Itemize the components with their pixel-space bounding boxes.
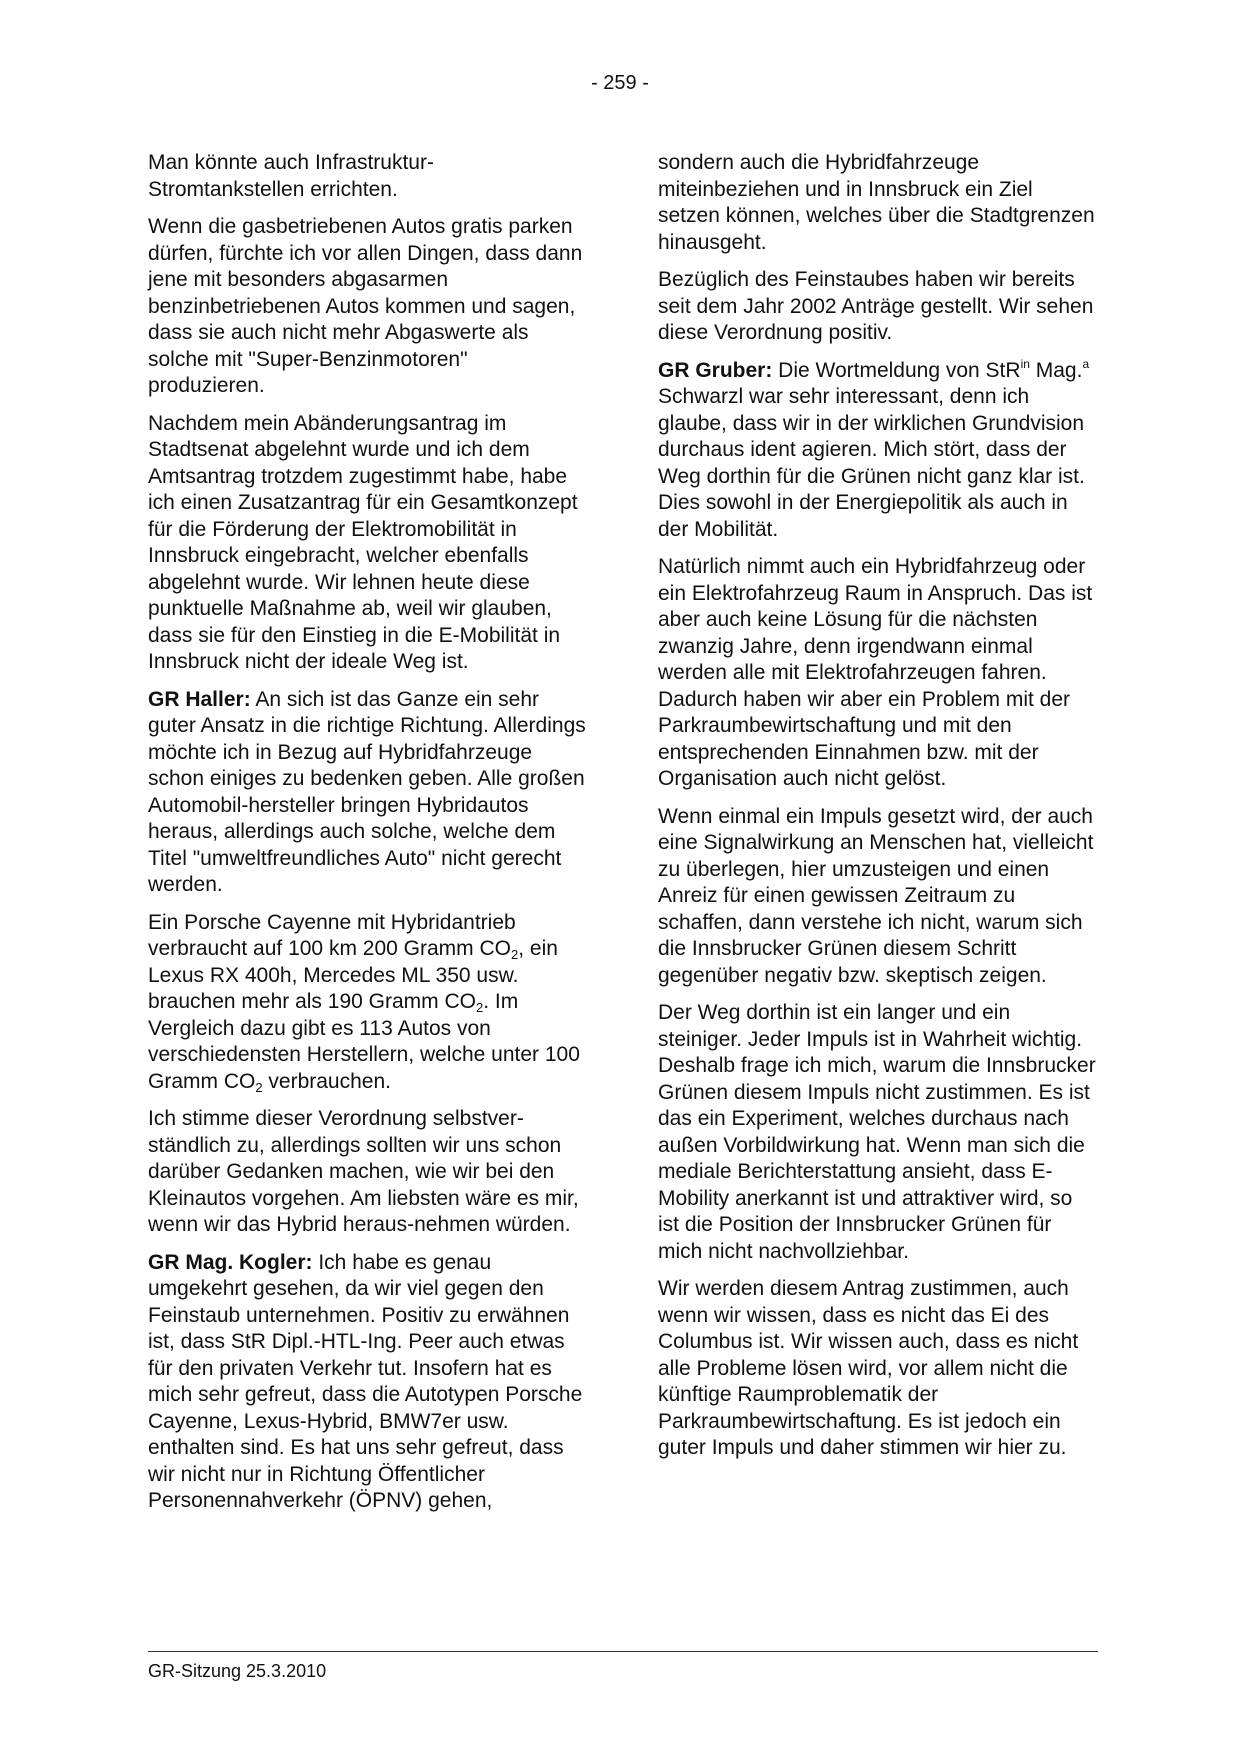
text-run: Mag.	[1029, 358, 1083, 382]
paragraph: Der Weg dorthin ist ein langer und ein steiniger. Jeder Impuls ist in Wahrheit wichtig. Deshalb frage ich mich, warum die Innsbrucker Grünen diesem Impuls nicht zustimmen. Es ist das ein Experiment, welches durchaus nach außen Vorbildwirkung hat. Wenn man sich die mediale Berichterstattung ansieht, dass E-Mobility anerkannt ist und attraktiver wird, so ist die Position der Innsbrucker Grünen für mich nicht nachvollziehbar.	[658, 1001, 1096, 1263]
paragraph: Wenn einmal ein Impuls gesetzt wird, der auch eine Signalwirkung an Menschen hat, vielleicht zu überlegen, hier umzusteigen und einen Anreiz für einen gewissen Zeitraum zu schaffen, dann verstehe ich nicht, warum sich die Innsbrucker Grünen diesem Schritt gegenüber negativ bzw. skeptisch zeigen.	[658, 804, 1094, 987]
paragraph: Wir werden diesem Antrag zustimmen, auch wenn wir wissen, dass es nicht das Ei des Columbus ist. Wir wissen auch, dass es nicht alle Probleme lösen wird, vor allem nicht die künftige Raumproblematik der Parkraumbewirtschaftung. Es ist jedoch ein guter Impuls und daher stimmen wir hier zu.	[658, 1277, 1079, 1459]
text-run: Ein Porsche Cayenne mit Hybridantrieb verbraucht auf 100 km 200 Gramm CO	[148, 910, 516, 960]
text-run: , ein Lexus RX 400h, Mercedes ML 350 usw. brauchen mehr als 190 Gramm CO	[148, 937, 558, 1013]
text-run: Die Wortmeldung von StR	[772, 358, 1021, 382]
speech-text: An sich ist das Ganze ein sehr guter Ansatz in die richtige Richtung. Allerdings möchte ich in Bezug auf Hybridfahrzeuge schon einiges zu bedenken geben. Alle großen Automobil-hersteller bringen Hybridautos heraus, allerdings auch solche, welche dem Titel "umweltfreundliches Auto" nicht gerecht werden.	[148, 687, 586, 896]
footer-divider	[148, 1651, 1098, 1652]
speaker-name: GR Gruber:	[658, 358, 773, 382]
paragraph: sondern auch die Hybridfahrzeuge miteinbeziehen und in Innsbruck ein Ziel setzen können, welches über die Stadtgrenzen hinausgeht.	[658, 151, 1095, 254]
text-run: verbrauchen.	[262, 1069, 391, 1093]
text-run: Schwarzl war sehr interessant, denn ich glaube, dass wir in der wirklichen Grundvision durchaus ident agieren. Mich stört, dass der Weg dorthin für die Grünen nicht ganz klar ist. Dies sowohl in der Energiepolitik als auch in der Mobilität.	[658, 385, 1085, 541]
right-column	[658, 150, 1098, 1473]
superscript: in	[1020, 356, 1030, 371]
paragraph-co2	[148, 910, 588, 1096]
speech-text: Ich habe es genau umgekehrt gesehen, da wir viel gegen den Feinstaub unternehmen. Positiv zu erwähnen ist, dass StR Dipl.-HTL-Ing. Peer auch etwas für den privaten Verkehr tut. Insofern hat es mich sehr gefreut, dass die Autotypen Porsche Cayenne, Lexus-Hybrid, BMW7er usw. enthalten sind. Es hat uns sehr gefreut, dass wir nicht nur in Richtung Öffentlicher Personennahverkehr (ÖPNV) gehen,	[148, 1250, 583, 1512]
left-column	[148, 150, 588, 1526]
paragraph: Natürlich nimmt auch ein Hybridfahrzeug oder ein Elektrofahrzeug Raum in Anspruch. Das ist aber auch keine Lösung für die nächsten zwanzig Jahre, denn irgendwann einmal werden alle mit Elektrofahrzeugen fahren. Dadurch haben wir aber ein Problem mit der Parkraumbewirtschaftung und mit den entsprechenden Einnahmen bzw. mit der Organisation auch nicht gelöst.	[658, 555, 1093, 790]
paragraph: Wenn die gasbetriebenen Autos gratis parken dürfen, fürchte ich vor allen Dingen, dass dann jene mit besonders abgasarmen benzinbetriebenen Autos kommen und sagen, dass sie auch nicht mehr Abgaswerte als solche mit "Super-Benzinmotoren" produzieren.	[148, 215, 583, 397]
paragraph-kogler	[148, 1250, 588, 1515]
paragraph-gruber	[658, 358, 1098, 544]
paragraph: Bezüglich des Feinstaubes haben wir bereits seit dem Jahr 2002 Anträge gestellt. Wir sehen diese Verordnung positiv.	[658, 268, 1094, 344]
speaker-name: GR Mag. Kogler:	[148, 1250, 313, 1274]
subscript: 2	[255, 1079, 263, 1095]
subscript: 2	[475, 1000, 484, 1015]
paragraph: Nachdem mein Abänderungsantrag im Stadtsenat abgelehnt wurde und ich dem Amtsantrag trotzdem zugestimmt habe, habe ich einen Zusatzantrag für ein Gesamtkonzept für die Förderung der Elektromobilität in Innsbruck eingebracht, welcher ebenfalls abgelehnt wurde. Wir lehnen heute diese punktuelle Maßnahme ab, weil wir glauben, dass sie für den Einstieg in die E-Mobilität in Innsbruck nicht der ideale Weg ist.	[148, 411, 578, 673]
paragraph: Man könnte auch Infrastruktur-Stromtankstellen errichten.	[148, 151, 434, 201]
footer-text: GR-Sitzung 25.3.2010	[148, 1661, 327, 1681]
text-run: . Im Vergleich dazu gibt es 113 Autos von verschiedensten Herstellern, welche unter 100 Gramm CO	[148, 990, 580, 1093]
speaker-name: GR Haller:	[148, 687, 251, 711]
paragraph: Ich stimme dieser Verordnung selbstver-ständlich zu, allerdings sollten wir uns schon darüber Gedanken machen, wie wir bei den Kleinautos vorgehen. Am liebsten wäre es mir, wenn wir das Hybrid heraus-nehmen würden.	[148, 1107, 579, 1236]
superscript: a	[1082, 356, 1090, 371]
subscript: 2	[510, 947, 519, 962]
page-number: - 259 -	[591, 72, 649, 94]
paragraph-haller	[148, 687, 588, 899]
